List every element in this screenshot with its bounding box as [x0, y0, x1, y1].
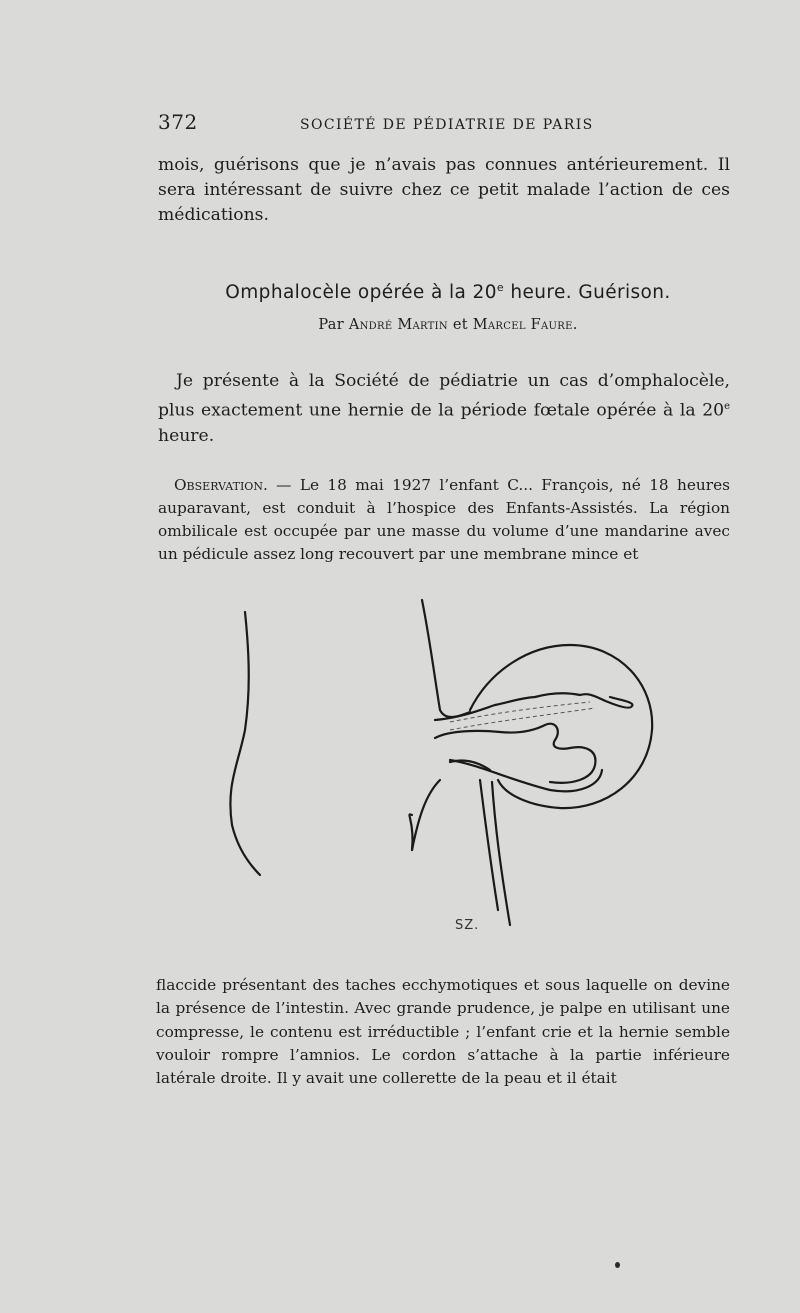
umbilical-cord-left — [412, 780, 440, 850]
body-edge — [409, 814, 412, 850]
omphalocele-illustration — [150, 580, 670, 950]
page-number: 372 — [158, 110, 198, 134]
illustration-drawing — [150, 580, 670, 950]
authors-conjunction: et — [447, 317, 473, 333]
intestine-loop-upper — [435, 693, 632, 720]
article-intro-paragraph — [158, 369, 730, 449]
umbilical-cord-2 — [492, 782, 510, 925]
continuation-paragraph: flaccide présentant des taches ecchymotiques et sous laquelle on devine la présence de l’intestin. Avec grande prudence, je palpe en utilisant une compresse, le contenu est irréductible ; l’enfant crie et la hernie semble vouloir rompre l’amnios. Le cordon s’attache à la partie inférieure latérale droite. Il y avait une collerette de la peau et il était — [156, 976, 730, 1088]
running-title: SOCIÉTÉ DE PÉDIATRIE DE PARIS — [300, 117, 594, 133]
intestine-loop-lower — [450, 760, 602, 791]
body-contour-line — [230, 612, 260, 875]
authors-prefix: Par — [318, 317, 349, 333]
author-2: Marcel Faure — [472, 317, 573, 333]
observation-label: Observation. — [174, 476, 268, 494]
para-end: heure. — [158, 425, 215, 446]
article-title-rest: heure. Guérison. — [504, 282, 671, 304]
observation-text: — Le 18 mai 1927 l’enfant C... François, né 18 heures auparavant, est conduit à l’hospice des Enfants-Assistés. La région ombilicale est occupée par une masse du volume d’une mandarine avec un pédicule assez long recouvert par une membrane mince et — [158, 476, 730, 563]
observation-paragraph — [158, 474, 730, 566]
para-superscript: e — [724, 401, 730, 412]
authors-end: . — [572, 317, 578, 333]
article-title-main: Omphalocèle opérée à la 20 — [225, 282, 497, 304]
trunk-line — [422, 600, 470, 717]
article-title — [160, 281, 736, 303]
figure-signature: SZ. — [455, 918, 480, 933]
intestine-loop-middle — [435, 724, 595, 783]
umbilical-cord-1 — [480, 780, 498, 910]
article-title-superscript: e — [496, 281, 505, 294]
ink-spot — [615, 1262, 620, 1268]
author-1: André Martin — [348, 317, 448, 333]
intro-paragraph: mois, guérisons que je n’avais pas connues antérieurement. Il sera intéressant de suivre chez ce petit malade l’action de ces médications. — [158, 155, 730, 225]
para-start: Je présente à la Société de pédiatrie un cas d’omphalocèle, plus exactement une hernie de la période fœtale opérée à la 20 — [158, 371, 730, 421]
intestine-hatching-2 — [450, 708, 595, 730]
article-authors — [160, 317, 736, 333]
